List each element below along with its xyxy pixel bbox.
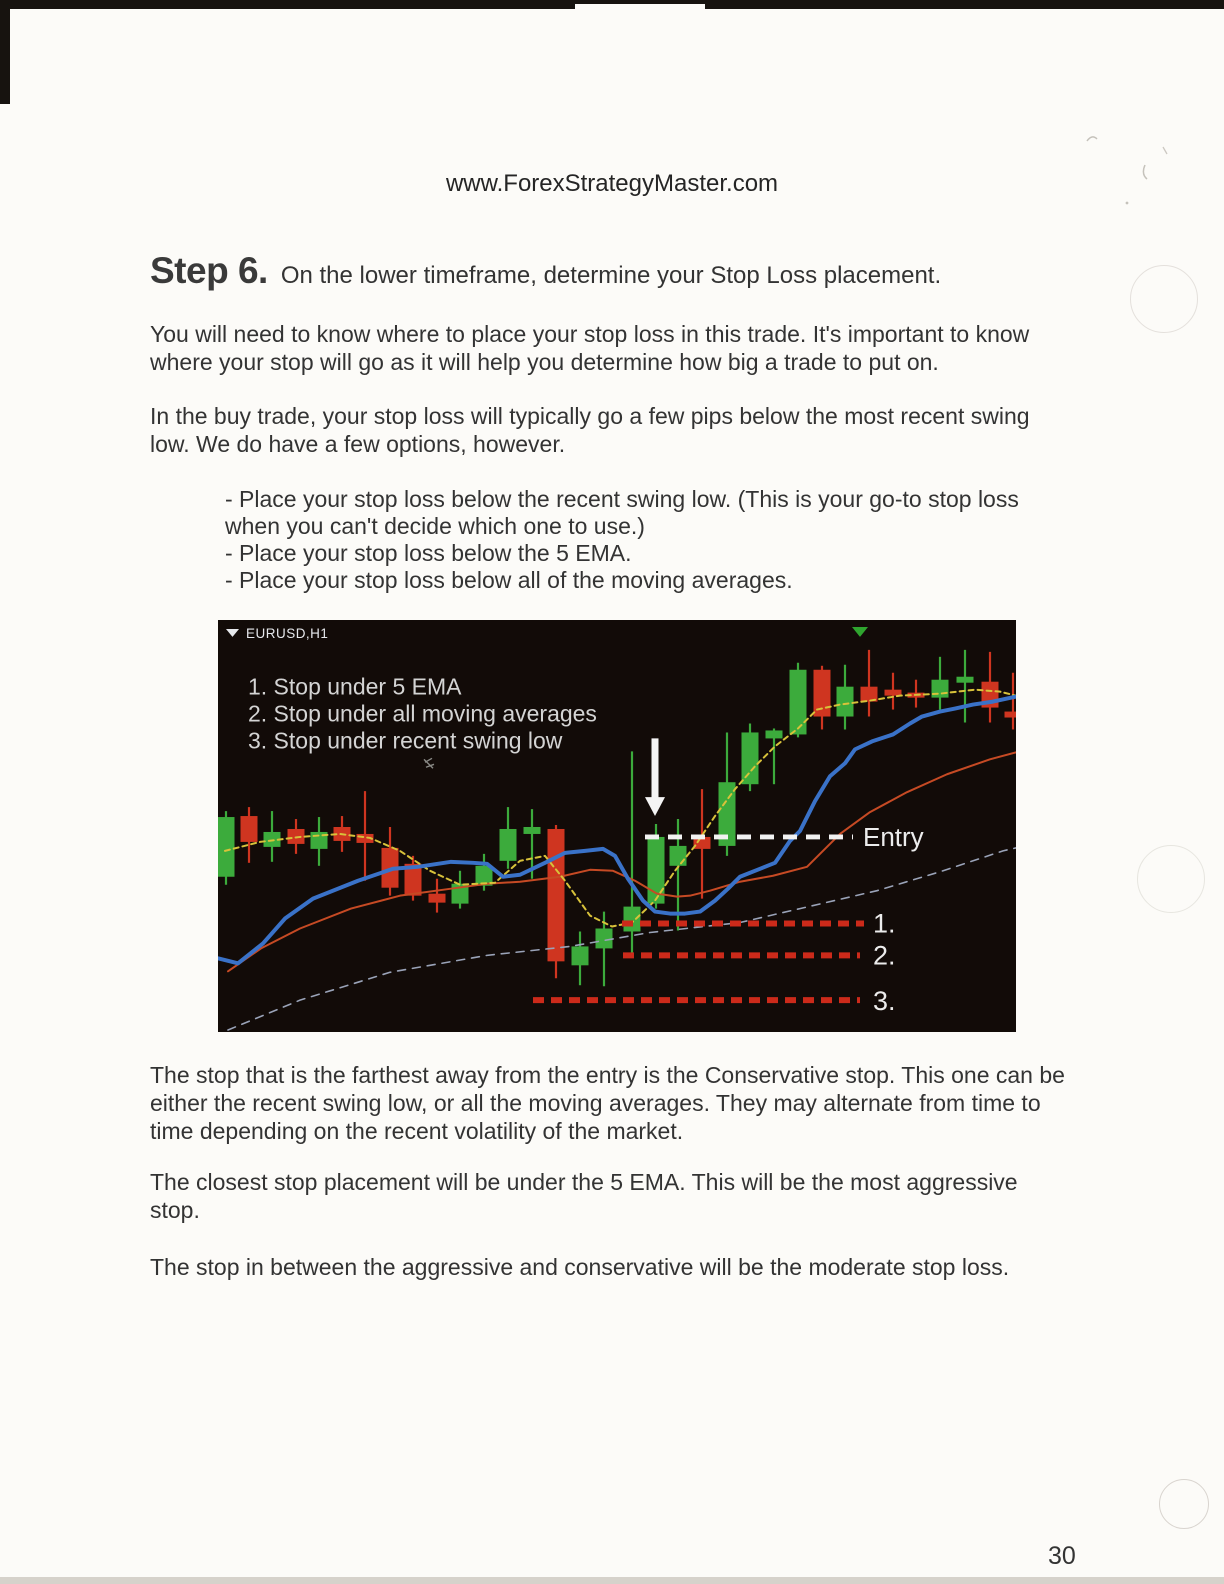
- chart-annotation: 3. Stop under recent swing low: [248, 727, 563, 754]
- candle-body: [548, 829, 565, 961]
- scan-edge-left: [0, 0, 10, 104]
- candle-body: [241, 816, 258, 842]
- candle-body: [524, 827, 541, 834]
- candle-body: [429, 894, 446, 903]
- chart-symbol-label: EURUSD,H1: [246, 625, 329, 641]
- stop-line-label: 3.: [873, 986, 896, 1017]
- candle-body: [624, 907, 641, 932]
- paragraph-moderate-stop: The stop in between the aggressive and conservative will be the moderate stop loss.: [150, 1254, 1010, 1280]
- punch-hole: [1130, 265, 1198, 333]
- punch-hole: [1159, 1479, 1209, 1529]
- candle-body: [932, 680, 949, 698]
- paragraph-conservative-stop: The stop that is the farthest away from the entry is the Conservative stop. This one can be either the recent swing low, or all the moving averages. They may alternate from time to time depending on the recent volatility of the market.: [150, 1062, 1065, 1144]
- candle-body: [885, 690, 902, 696]
- list-item: - Place your stop loss below all of the moving averages.: [225, 567, 793, 593]
- candle-body: [837, 687, 854, 717]
- candle-body: [742, 732, 759, 784]
- step-subtitle: On the lower timeframe, determine your Stop Loss placement.: [280, 262, 942, 289]
- price-chart: [218, 620, 1016, 1032]
- stop-loss-options-list: [225, 486, 1050, 594]
- list-item: - Place your stop loss below the 5 EMA.: [225, 540, 632, 566]
- candle-body: [500, 829, 517, 861]
- chart-annotation: 2. Stop under all moving averages: [248, 700, 597, 727]
- paragraph-intro: You will need to know where to place your stop loss in this trade. It's important to know where your stop will go as it will help you determine how big a trade to put on.: [150, 321, 1030, 375]
- candle-body: [218, 817, 235, 877]
- candle-body: [596, 929, 613, 949]
- candle-body: [766, 730, 783, 738]
- candle-body: [572, 946, 589, 965]
- candle-body: [957, 677, 974, 683]
- candle-body: [790, 670, 807, 735]
- paragraph-buy-trade: In the buy trade, your stop loss will typically go a few pips below the most recent swing low. We do have a few options, however.: [150, 403, 1030, 457]
- candle-body: [1005, 712, 1017, 718]
- page-number: 30: [1048, 1542, 1076, 1570]
- step-heading: Step 6.: [150, 250, 268, 291]
- punch-hole: [1137, 845, 1205, 913]
- stop-line-label: 1.: [873, 908, 896, 939]
- step-heading-row: [150, 250, 1110, 292]
- candlestick-chart: [218, 620, 1016, 1032]
- list-item: - Place your stop loss below the recent swing low. (This is your go-to stop loss when you can't decide which one to use.): [225, 486, 1019, 539]
- entry-label: Entry: [863, 823, 924, 852]
- scan-edge-notch: [575, 4, 705, 9]
- scan-edge-bottom: [0, 1577, 1224, 1584]
- paragraph-aggressive-stop: The closest stop placement will be under the 5 EMA. This will be the most aggressive stop.: [150, 1169, 1018, 1223]
- candle-body: [670, 846, 687, 866]
- stop-line-label: 2.: [873, 940, 896, 971]
- chart-annotation: 1. Stop under 5 EMA: [248, 673, 462, 700]
- header-url: www.ForexStrategyMaster.com: [445, 170, 779, 197]
